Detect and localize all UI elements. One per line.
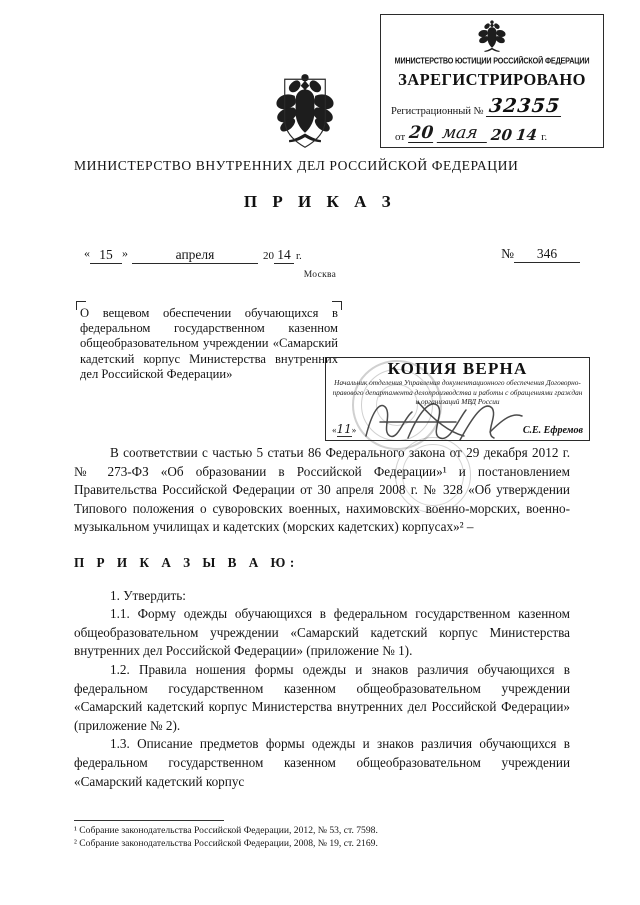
clause-1-1: 1.1. Форму одежды обучающихся в федеральном государственном казенном общеобразовательном учреждении «Самарский кадетский корпус Министерства внутренних дел Российской Федерации» (приложение № 1). (74, 606, 570, 659)
document-body (74, 444, 570, 791)
registration-date-year: 14 (515, 126, 539, 144)
date-quote-close: » (122, 246, 128, 260)
copy-date-quote-close: » (351, 425, 357, 435)
copy-stamp-title: КОПИЯ ВЕРНА (387, 359, 528, 378)
copy-date-quote-open: « (332, 425, 337, 435)
date-year-prefix: 20 (263, 250, 274, 262)
date-month: апреля (132, 247, 258, 264)
footnote-2: ² Собрание законодательства Российской Федерации, 2008, № 19, ст. 2169. (74, 838, 378, 850)
footnotes (74, 820, 514, 852)
registration-date-day: 20 (408, 123, 435, 143)
registration-date-month: мая (437, 125, 489, 143)
date-quote-open: « (84, 246, 90, 260)
handwritten-signature (360, 392, 550, 446)
copy-date-day: 11 (336, 422, 352, 436)
registration-date-year-prefix: 20 (490, 126, 514, 144)
order-number-label: № (501, 246, 514, 261)
registration-stamp-date-line (395, 125, 593, 143)
date-day: 15 (90, 247, 122, 264)
document-type-heading: П Р И К А З (243, 192, 397, 211)
registration-stamp-emblem-icon (474, 19, 510, 55)
footnote-separator (74, 820, 224, 821)
clause-1-3: 1.3. Описание предметов формы одежды и знаков различия обучающихся в федеральном государственном казенном общеобразовательном учреждении «Самарский кадетский корпус (74, 736, 570, 789)
registration-date-suffix: г. (541, 131, 548, 143)
order-number-value: 346 (514, 246, 580, 263)
preamble-paragraph: В соответствии с частью 5 статьи 86 Федерального закона от 29 декабря 2012 г. № 273-ФЗ «Об образовании в Российской Федерации»¹ и постановлением Правительства Российской Федерации от 30 апреля 2008 г. № 328 «Об утверждении Типового положения о суворовских военных, нахимовских военно-морских, военно-музыкальном училищах и кадетских (морских кадетских) корпусах»² – (74, 445, 570, 535)
copy-stamp-date (332, 422, 356, 436)
registration-stamp-title: ЗАРЕГИСТРИРОВАНО (398, 70, 586, 89)
copy-stamp-body: Начальник отделения Управления документационного обеспечения Договорно-правового департамента делопроизводства и работы с обращениями граждан и организаций МВД России (332, 378, 583, 407)
registration-stamp-ministry: МИНИСТЕРСТВО ЮСТИЦИИ РОССИЙСКОЙ ФЕДЕРАЦИИ (394, 55, 590, 66)
date-year-suffix: г. (296, 251, 302, 262)
registration-stamp (380, 14, 604, 148)
registration-date-prefix: от (395, 131, 406, 143)
clause-1-2: 1.2. Правила ношения формы одежды и знаков различия обучающихся в федеральном государственном казенном общеобразовательном учреждении «Самарский кадетский корпус Министерства внутренних дел Российской Федерации» (приложение № 2). (74, 661, 570, 733)
document-subject: О вещевом обеспечении обучающихся в федеральном государственном казенном общеобразовательном учреждении «Самарский кадетский корпус Министерства внутренних дел Российской Федерации» (80, 306, 338, 381)
title-block (80, 306, 338, 382)
footnote-1: ¹ Собрание законодательства Российской Федерации, 2012, № 53, ст. 7598. (74, 825, 378, 836)
date-year: 14 (274, 247, 294, 264)
registration-stamp-number-line (391, 97, 593, 117)
city-label: Москва (303, 270, 337, 280)
registration-number-value: 32355 (487, 95, 561, 117)
copy-stamp-signer: С.Е. Ефремов (522, 425, 583, 436)
registration-number-label: Регистрационный № (391, 106, 484, 117)
ministry-heading: МИНИСТЕРСТВО ВНУТРЕННИХ ДЕЛ РОССИЙСКОЙ ФЕДЕРАЦИИ (74, 158, 519, 173)
order-word-heading: П Р И К А З Ы В А Ю: (74, 554, 299, 570)
clause-1: 1. Утвердить: (110, 587, 186, 603)
order-number-block (501, 246, 580, 263)
title-bracket-top-left-icon (76, 301, 86, 310)
title-bracket-top-right-icon (332, 301, 342, 310)
date-number-row (84, 246, 580, 268)
coat-of-arms-icon (268, 72, 342, 148)
